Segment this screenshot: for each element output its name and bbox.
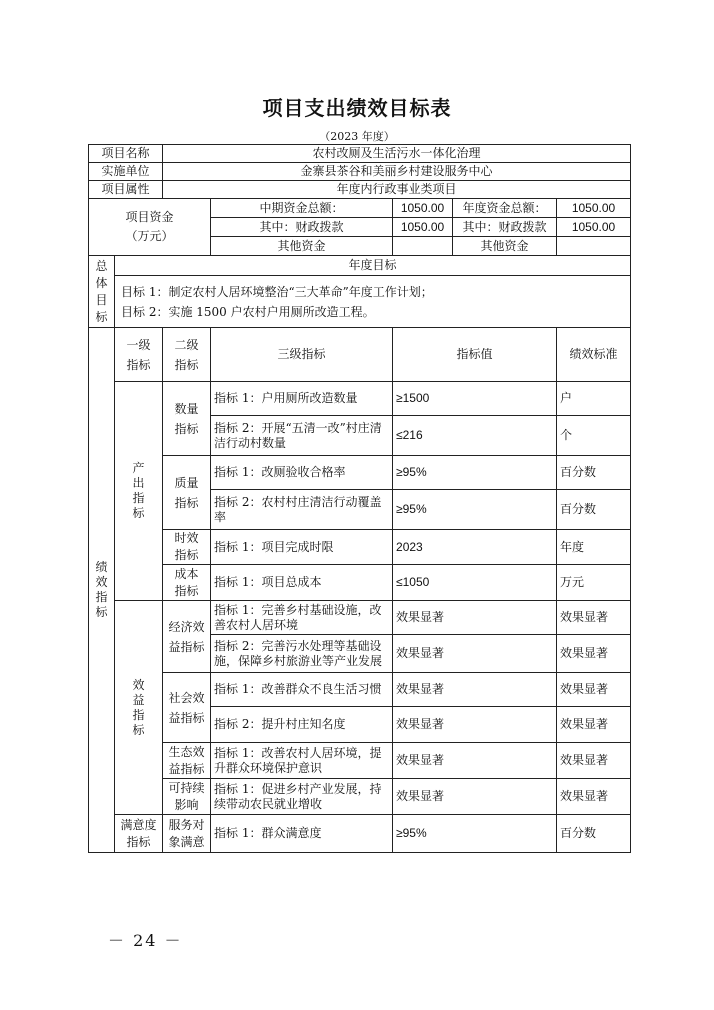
level3-cell: 指标 1：项目完成时限 [211, 530, 393, 565]
value-cell: ≥95% [393, 815, 557, 853]
header-level3: 三级指标 [211, 328, 393, 382]
overall-goal-content [115, 276, 631, 328]
level2-cell: 经济效 益指标 [163, 601, 211, 673]
value-cell: 2023 [393, 530, 557, 565]
funds-label: 项目资金 （万元） [89, 199, 211, 256]
year-total-label: 年度资金总额： [453, 199, 557, 218]
standard-cell: 百分数 [557, 490, 631, 530]
value-cell: ≤216 [393, 416, 557, 456]
value-cell: 效果显著 [393, 707, 557, 743]
value-cell: ≤1050 [393, 565, 557, 601]
level2-cell: 生态效 益指标 [163, 743, 211, 779]
overall-goal-header: 年度目标 [115, 256, 631, 276]
level2-cell: 可持续 影响 [163, 779, 211, 815]
standard-cell: 效果显著 [557, 673, 631, 707]
mid-other-label: 其他资金 [211, 237, 393, 256]
year-fiscal-label: 其中：财政拨款 [453, 218, 557, 237]
standard-cell: 百分数 [557, 815, 631, 853]
goal-2: 目标 2：实施 1500 户农村户用厕所改造工程。 [121, 304, 375, 319]
performance-table [88, 144, 631, 853]
output-indicator-label: 产 出 指 标 [115, 382, 163, 601]
standard-cell: 百分数 [557, 456, 631, 490]
value-cell: 效果显著 [393, 635, 557, 673]
header-level1: 一级 指标 [115, 328, 163, 382]
page-title: 项目支出绩效目标表 [262, 96, 452, 120]
level2-cell: 质量 指标 [163, 456, 211, 530]
unit-value: 金寨县茶谷和美丽乡村建设服务中心 [163, 163, 631, 181]
value-cell: 效果显著 [393, 673, 557, 707]
level3-cell: 指标 2：农村村庄清洁行动覆盖率 [211, 490, 393, 530]
year-fiscal-value: 1050.00 [557, 218, 631, 237]
year-caption: （2023 年度） [319, 130, 395, 143]
header-level2: 二级 指标 [163, 328, 211, 382]
standard-cell: 个 [557, 416, 631, 456]
header-value: 指标值 [393, 328, 557, 382]
standard-cell: 效果显著 [557, 601, 631, 635]
level2-cell: 服务对 象满意 [163, 815, 211, 853]
standard-cell: 效果显著 [557, 743, 631, 779]
standard-cell: 户 [557, 382, 631, 416]
standard-cell: 效果显著 [557, 707, 631, 743]
mid-fiscal-label: 其中：财政拨款 [211, 218, 393, 237]
standard-cell: 年度 [557, 530, 631, 565]
standard-cell: 效果显著 [557, 635, 631, 673]
attr-value: 年度内行政事业类项目 [163, 181, 631, 199]
level3-cell: 指标 1：改厕验收合格率 [211, 456, 393, 490]
level3-cell: 指标 1：改善群众不良生活习惯 [211, 673, 393, 707]
perf-indicator-label: 绩 效 指 标 [89, 328, 115, 853]
project-name-value: 农村改厕及生活污水一体化治理 [163, 145, 631, 163]
benefit-indicator-label: 效 益 指 标 [115, 601, 163, 815]
satisfaction-indicator-label: 满意度 指标 [115, 815, 163, 853]
year-total-value: 1050.00 [557, 199, 631, 218]
value-cell: ≥95% [393, 490, 557, 530]
level3-cell: 指标 1：项目总成本 [211, 565, 393, 601]
header-standard: 绩效标准 [557, 328, 631, 382]
attr-label: 项目属性 [89, 181, 163, 199]
level2-cell: 成本 指标 [163, 565, 211, 601]
overall-goal-label: 总 体 目 标 [89, 256, 115, 328]
standard-cell: 效果显著 [557, 779, 631, 815]
year-other-value [557, 237, 631, 256]
level2-cell: 社会效 益指标 [163, 673, 211, 743]
project-name-label: 项目名称 [89, 145, 163, 163]
mid-total-value: 1050.00 [393, 199, 453, 218]
year-other-label: 其他资金 [453, 237, 557, 256]
value-cell: 效果显著 [393, 779, 557, 815]
level2-cell: 时效 指标 [163, 530, 211, 565]
value-cell: 效果显著 [393, 743, 557, 779]
value-cell: ≥1500 [393, 382, 557, 416]
value-cell: ≥95% [393, 456, 557, 490]
level2-cell: 数量 指标 [163, 382, 211, 456]
level3-cell: 指标 2：提升村庄知名度 [211, 707, 393, 743]
unit-label: 实施单位 [89, 163, 163, 181]
level3-cell: 指标 2：完善污水处理等基础设施，保障乡村旅游业等产业发展 [211, 635, 393, 673]
value-cell: 效果显著 [393, 601, 557, 635]
standard-cell: 万元 [557, 565, 631, 601]
page-number: － 24 － [108, 931, 183, 950]
mid-other-value [393, 237, 453, 256]
mid-fiscal-value: 1050.00 [393, 218, 453, 237]
level3-cell: 指标 1：群众满意度 [211, 815, 393, 853]
level3-cell: 指标 2：开展“五清一改”村庄清洁行动村数量 [211, 416, 393, 456]
level3-cell: 指标 1：完善乡村基础设施，改善农村人居环境 [211, 601, 393, 635]
level3-cell: 指标 1：改善农村人居环境，提升群众环境保护意识 [211, 743, 393, 779]
mid-total-label: 中期资金总额： [211, 199, 393, 218]
level3-cell: 指标 1：促进乡村产业发展，持续带动农民就业增收 [211, 779, 393, 815]
level3-cell: 指标 1：户用厕所改造数量 [211, 382, 393, 416]
goal-1: 目标 1：制定农村人居环境整治“三大革命”年度工作计划； [121, 284, 433, 299]
